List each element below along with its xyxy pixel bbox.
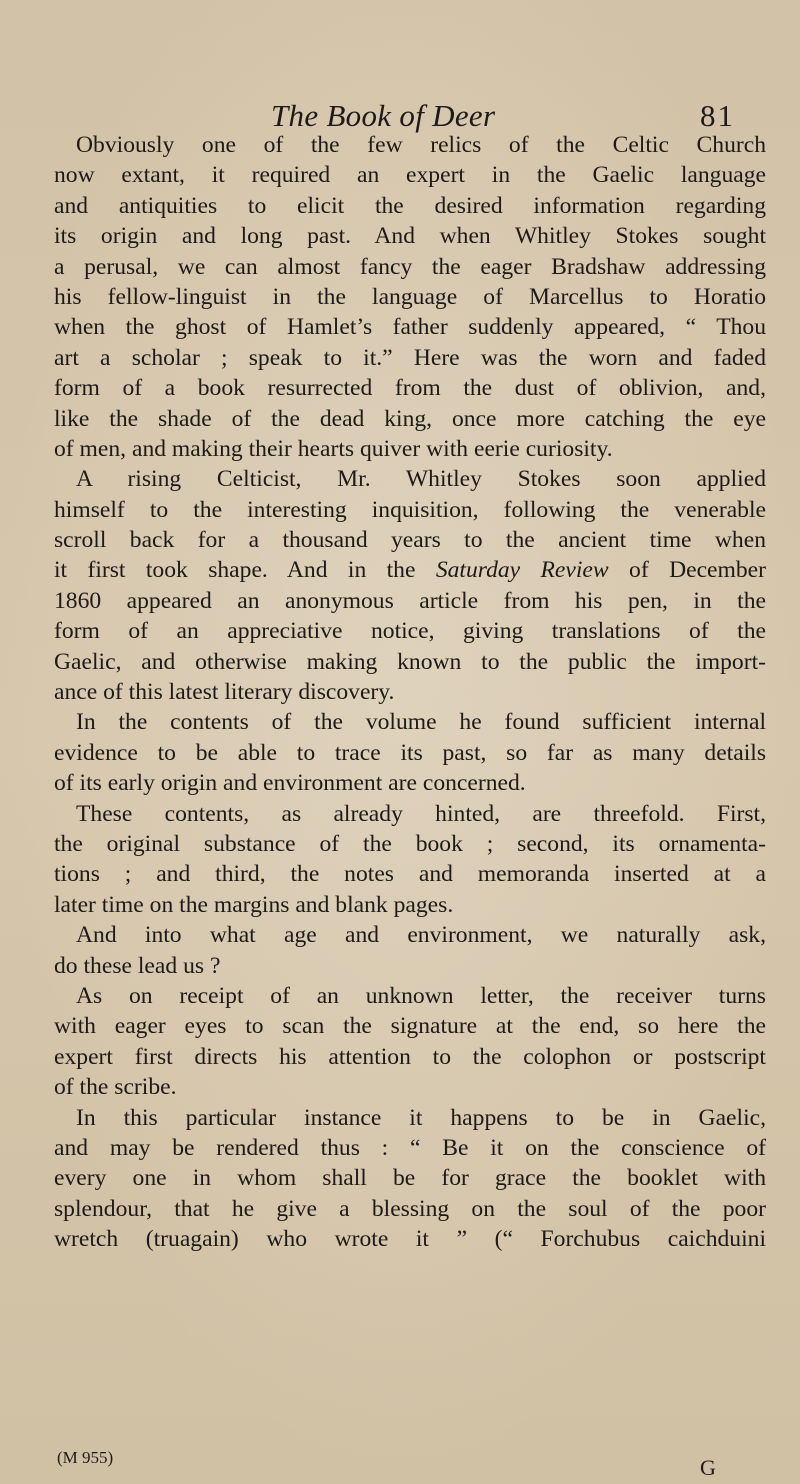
text-line: wretch (truagain) who wrote it ” (“ Forchubus caichduini — [54, 1226, 766, 1253]
text-line: when the ghost of Hamlet’s father suddenly appeared, “ Thou — [54, 314, 766, 341]
text-line: his fellow-linguist in the language of Marcellus to Horatio — [54, 283, 766, 310]
text-line: and antiquities to elicit the desired information regarding — [54, 192, 766, 219]
text-line: now extant, it required an expert in the Gaelic language — [54, 162, 766, 189]
text-line: And into what age and environment, we naturally ask, — [76, 922, 766, 949]
text-line: and may be rendered thus : “ Be it on the conscience of — [54, 1134, 766, 1161]
periodical-title: Saturday Review — [435, 557, 609, 584]
text-line: later time on the margins and blank pages. — [54, 891, 454, 918]
text-segment: it first took shape. And in the — [54, 557, 436, 584]
text-segment: of December — [608, 557, 766, 584]
text-line: the original substance of the book ; second, its ornamenta- — [54, 830, 766, 857]
text-line: do these lead us ? — [54, 952, 221, 979]
page-number: 81 — [700, 98, 735, 133]
text-line: of its early origin and environment are concerned. — [54, 770, 526, 797]
text-line: form of an appreciative notice, giving translations of the — [54, 618, 766, 645]
text-line: As on receipt of an unknown letter, the receiver turns — [76, 982, 766, 1009]
text-line: Obviously one of the few relics of the Celtic Church — [76, 132, 766, 158]
text-line: himself to the interesting inquisition, following the venerable — [54, 496, 766, 523]
text-line: of men, and making their hearts quiver with eerie curiosity. — [54, 435, 613, 462]
text-line: every one in whom shall be for grace the booklet with — [54, 1165, 766, 1192]
text-line: a perusal, we can almost fancy the eager Bradshaw addressing — [54, 253, 766, 280]
text-line: form of a book resurrected from the dust of oblivion, and, — [54, 375, 766, 402]
signature-letter: G — [700, 1455, 716, 1480]
text-line: A rising Celticist, Mr. Whitley Stokes soon applied — [76, 466, 766, 493]
text-line: 1860 appeared an anonymous article from his pen, in the — [54, 587, 766, 614]
printer-mark: (M 955) — [57, 1448, 114, 1467]
text-line: like the shade of the dead king, once more catching the eye — [54, 405, 766, 432]
text-line: scroll back for a thousand years to the ancient time when — [54, 527, 766, 554]
text-line: Gaelic, and otherwise making known to the public the import- — [54, 648, 766, 675]
running-head: The Book of Deer — [271, 98, 496, 133]
text-line: expert first directs his attention to the colophon or postscript — [54, 1043, 766, 1070]
text-line-with-title — [54, 555, 766, 585]
text-line: ance of this latest literary discovery. — [54, 679, 395, 706]
text-line: its origin and long past. And when Whitley Stokes sought — [54, 223, 766, 250]
text-line: These contents, as already hinted, are threefold. First, — [76, 800, 766, 827]
text-line: tions ; and third, the notes and memoranda inserted at a — [54, 861, 766, 888]
text-line: In this particular instance it happens to be in Gaelic, — [76, 1104, 766, 1131]
body-text — [54, 130, 766, 1254]
text-line: with eager eyes to scan the signature at the end, so here the — [54, 1013, 766, 1040]
text-line: In the contents of the volume he found sufficient internal — [76, 709, 766, 736]
text-line: splendour, that he give a blessing on the soul of the poor — [54, 1195, 766, 1222]
text-line: art a scholar ; speak to it.” Here was the worn and faded — [54, 344, 766, 371]
text-line: evidence to be able to trace its past, so far as many details — [54, 739, 766, 766]
text-line: of the scribe. — [54, 1074, 177, 1101]
